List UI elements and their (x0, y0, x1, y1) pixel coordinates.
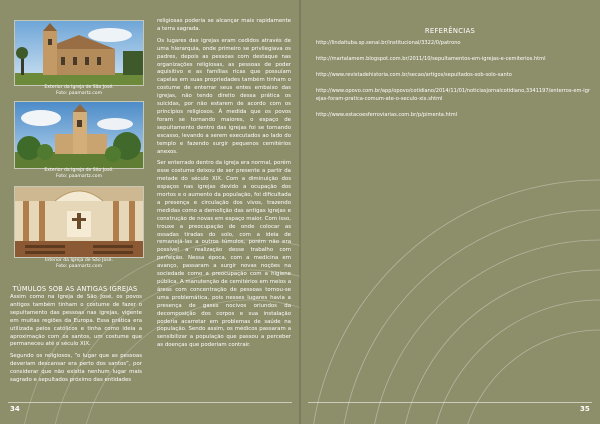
caption-title: Interior da Igreja de São José. (45, 258, 113, 263)
decorative-arcs (300, 0, 600, 424)
caption-source: Foto: paamartz.com (55, 91, 103, 96)
reference-link[interactable]: http://www.estacoesferroviarias.com.br/p/pimenta.html (316, 112, 458, 118)
church-exterior-photo-2 (14, 101, 144, 169)
caption-title: Exterior da Igreja de São José. (44, 168, 114, 173)
paragraph: Ser enterrado dentro da igreja era normal, porém esse costume deixou de ser presente a partir da metade do século XIX. Com a diminuição dos espaços nas igrejas devido a ocupação dos mortos e o aumento da população, foi dificultada a presença e circulação dos vivos, trazendo medidas como a demolição das antigas igrejas e construção de novas em espaço maior. Com isso, trouxe a preocupação de onde colocar as ossadas tiradas do solo, com a ideia de remanejá-las a outros túmulos, porém não era possível a realização desse trabalho com perfeição. Nessa época, com a medicina em avanço, passaram a surgir novas noções na sociedade como a preocupação com a higiene pública. A manutenção de cemitérios em meios a áreas com concentração de pessoas tornou-se uma problemática, pois nesses lugares havia a presença de gases nocivos oriundos da decomposição dos corpos e sua instalação poderia acarretar em problemas de saúde na população. Sendo assim, os médicos passaram a sensibilizar a população que passou a perceber as doenças que poderiam contrair. (157, 160, 291, 349)
left-text-column-2 (157, 18, 291, 354)
reference-link[interactable]: http://www.revistadehistoria.com.br/secao/artigos/sepultados-sob-solo-santo (316, 72, 512, 78)
photo-caption-3 (14, 258, 144, 270)
photo-caption-2 (14, 168, 144, 180)
paragraph: Segundo os religiosos, “o lugar que as pessoas deveriam descansar era perto dos santos”, por considerar que não existia nenhum lugar mais sagrado e sepultados próximo das entidades (10, 353, 142, 384)
page-gutter (299, 0, 301, 424)
caption-title: Exterior da Igreja de São José. (44, 85, 114, 90)
reference-link[interactable]: http://lindaituba.sp.senai.br/institucional/3322/0/patrono (316, 40, 461, 46)
reference-link[interactable]: http://martalamem.blogspot.com.br/2011/10/sepultamentos-em-igrejas-e-cemiterios.html (316, 56, 546, 62)
caption-source: Foto: paamartz.com (55, 174, 103, 179)
paragraph: Assim como na Igreja de São José, os povos antigos também tinham o costume de fazer o sepultamento das pessoas nas igrejas, vigente em muitas regiões da Europa. Essa prática era utilizada pelos católicos e tinha como ideia a aproximação com os santos, um costume que permaneceu até o século XIX. (10, 294, 142, 348)
paragraph: religiosas poderia se alcançar mais rapidamente a terra sagrada. (157, 18, 291, 32)
left-text-column-1 (10, 294, 142, 389)
caption-source: Foto: paamartz.com (55, 264, 103, 269)
page-number-right: 35 (580, 405, 590, 413)
references-title: REFERÊNCIAS (424, 27, 476, 35)
photo-caption-1 (14, 85, 144, 97)
church-exterior-photo-1 (14, 20, 144, 86)
bottom-rule-right (308, 402, 592, 403)
church-interior-photo (14, 186, 144, 258)
paragraph: Os lugares das igrejas eram cedidos através de uma hierarquia, onde primeiro se privilegiava os padres, depois as pessoas com destaque nas organizações religiosas, as pessoas de poder aquisitivo e as famílias ricas que possuíam capelas em suas propriedades também tinham o costume de enterrar seus entes embaixo das igrejas, não tendo direito dessa prática os suicidas, por não estarem de acordo com os princípios religiosos. À medida que os povos foram se tornando maiores, o espaço de sepultamento dentro das igrejas foi se tornando escasso, levando a serem executados ao lado do templo e fazendo surgir pequenos cemitérios anexos. (157, 37, 291, 155)
page-number-left: 34 (10, 405, 20, 413)
section-title: TÚMULOS SOB AS ANTIGAS IGREJAS (12, 285, 138, 293)
bottom-rule-left (8, 402, 292, 403)
reference-link[interactable]: http://www.opovo.com.br/app/opovo/cotidiano/2014/11/01/noticiasjornalcotidiano,3341197/enterros-em-igrejas-foram-pratica-comum-ate-o-seculo-xix.shtml (316, 88, 591, 102)
